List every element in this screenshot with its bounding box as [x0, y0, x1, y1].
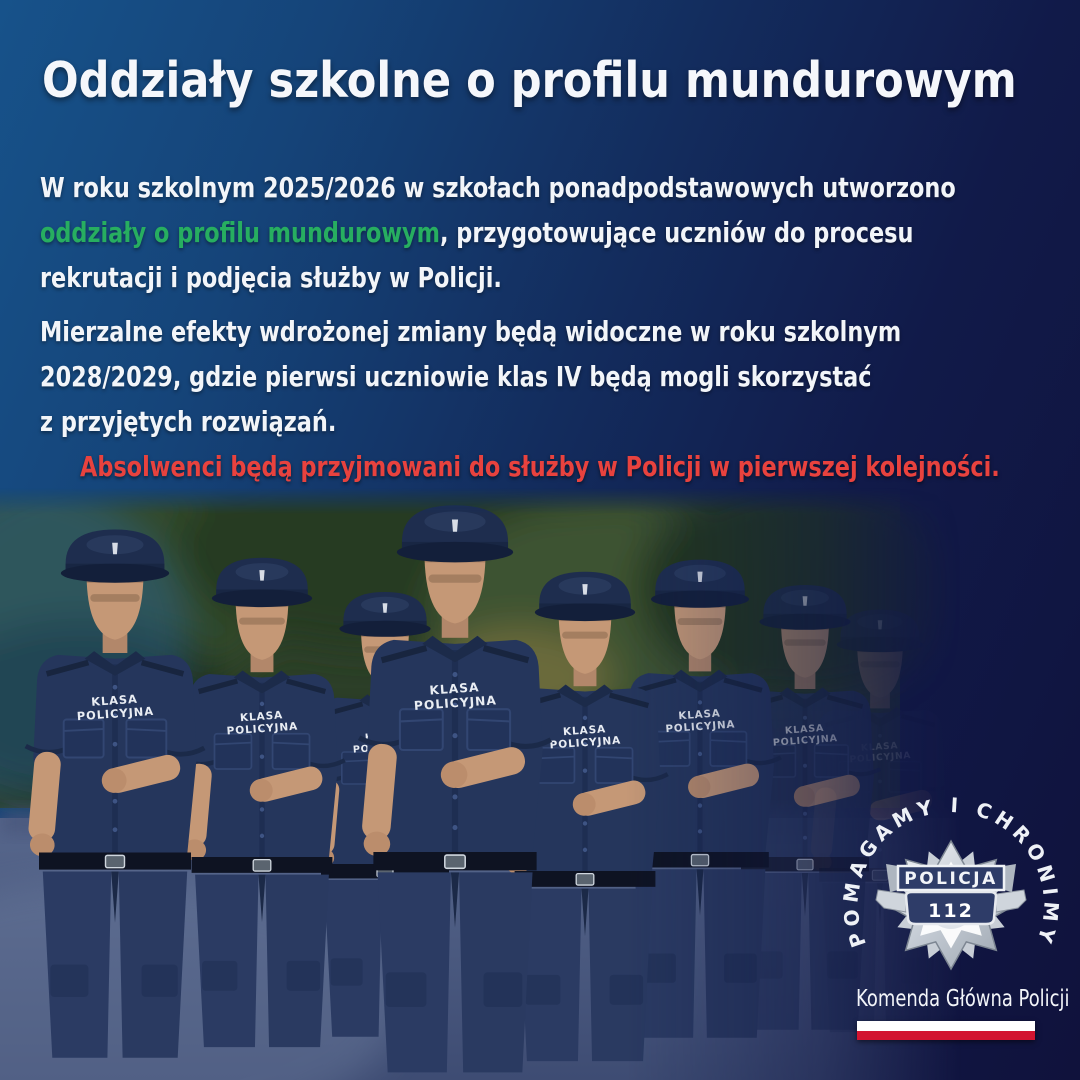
- emergency-number: 112: [928, 900, 974, 922]
- police-badge: [820, 778, 1080, 1004]
- outcome-paragraph: [40, 309, 901, 444]
- outcome-line-2: 2028/2029, gdzie pierwsi uczniowie klas IV będą mogli skorzystać: [40, 360, 872, 393]
- intro-line-1: W roku szkolnym 2025/2026 w szkołach ponadpodstawowych utworzono: [40, 171, 956, 204]
- green-highlight-text: oddziały o profilu mundurowym: [40, 216, 440, 249]
- outcome-line-3: z przyjętych rozwiązań.: [40, 405, 337, 438]
- flag-white-stripe: [857, 1021, 1035, 1031]
- page-title: Oddziały szkolne o profilu mundurowym: [42, 52, 1017, 109]
- intro-line-3: rekrutacji i podjęcia służby w Policji.: [40, 261, 502, 294]
- badge-ring-text: POMAGAMY I CHRONIMY: [838, 792, 1064, 951]
- footer-caption: Komenda Główna Policji: [856, 986, 1070, 1012]
- red-highlight-text: Absolwenci będą przyjmowani do służby w Policji w pierwszej kolejności.: [80, 450, 1000, 483]
- policja-banner: [898, 866, 1004, 890]
- emergency-number-plate: [906, 892, 996, 924]
- outcome-line-1: Mierzalne efekty wdrożonej zmiany będą widoczne w roku szkolnym: [40, 315, 902, 348]
- intro-line-2: [40, 210, 956, 255]
- intro-paragraph: [40, 165, 956, 300]
- poland-flag: [857, 1021, 1035, 1040]
- highlight-banner: [0, 450, 1080, 483]
- intro-line-2-rest: , przygotowujące uczniów do procesu: [439, 216, 914, 249]
- flag-red-stripe: [857, 1031, 1035, 1041]
- policja-label: POLICJA: [904, 869, 998, 889]
